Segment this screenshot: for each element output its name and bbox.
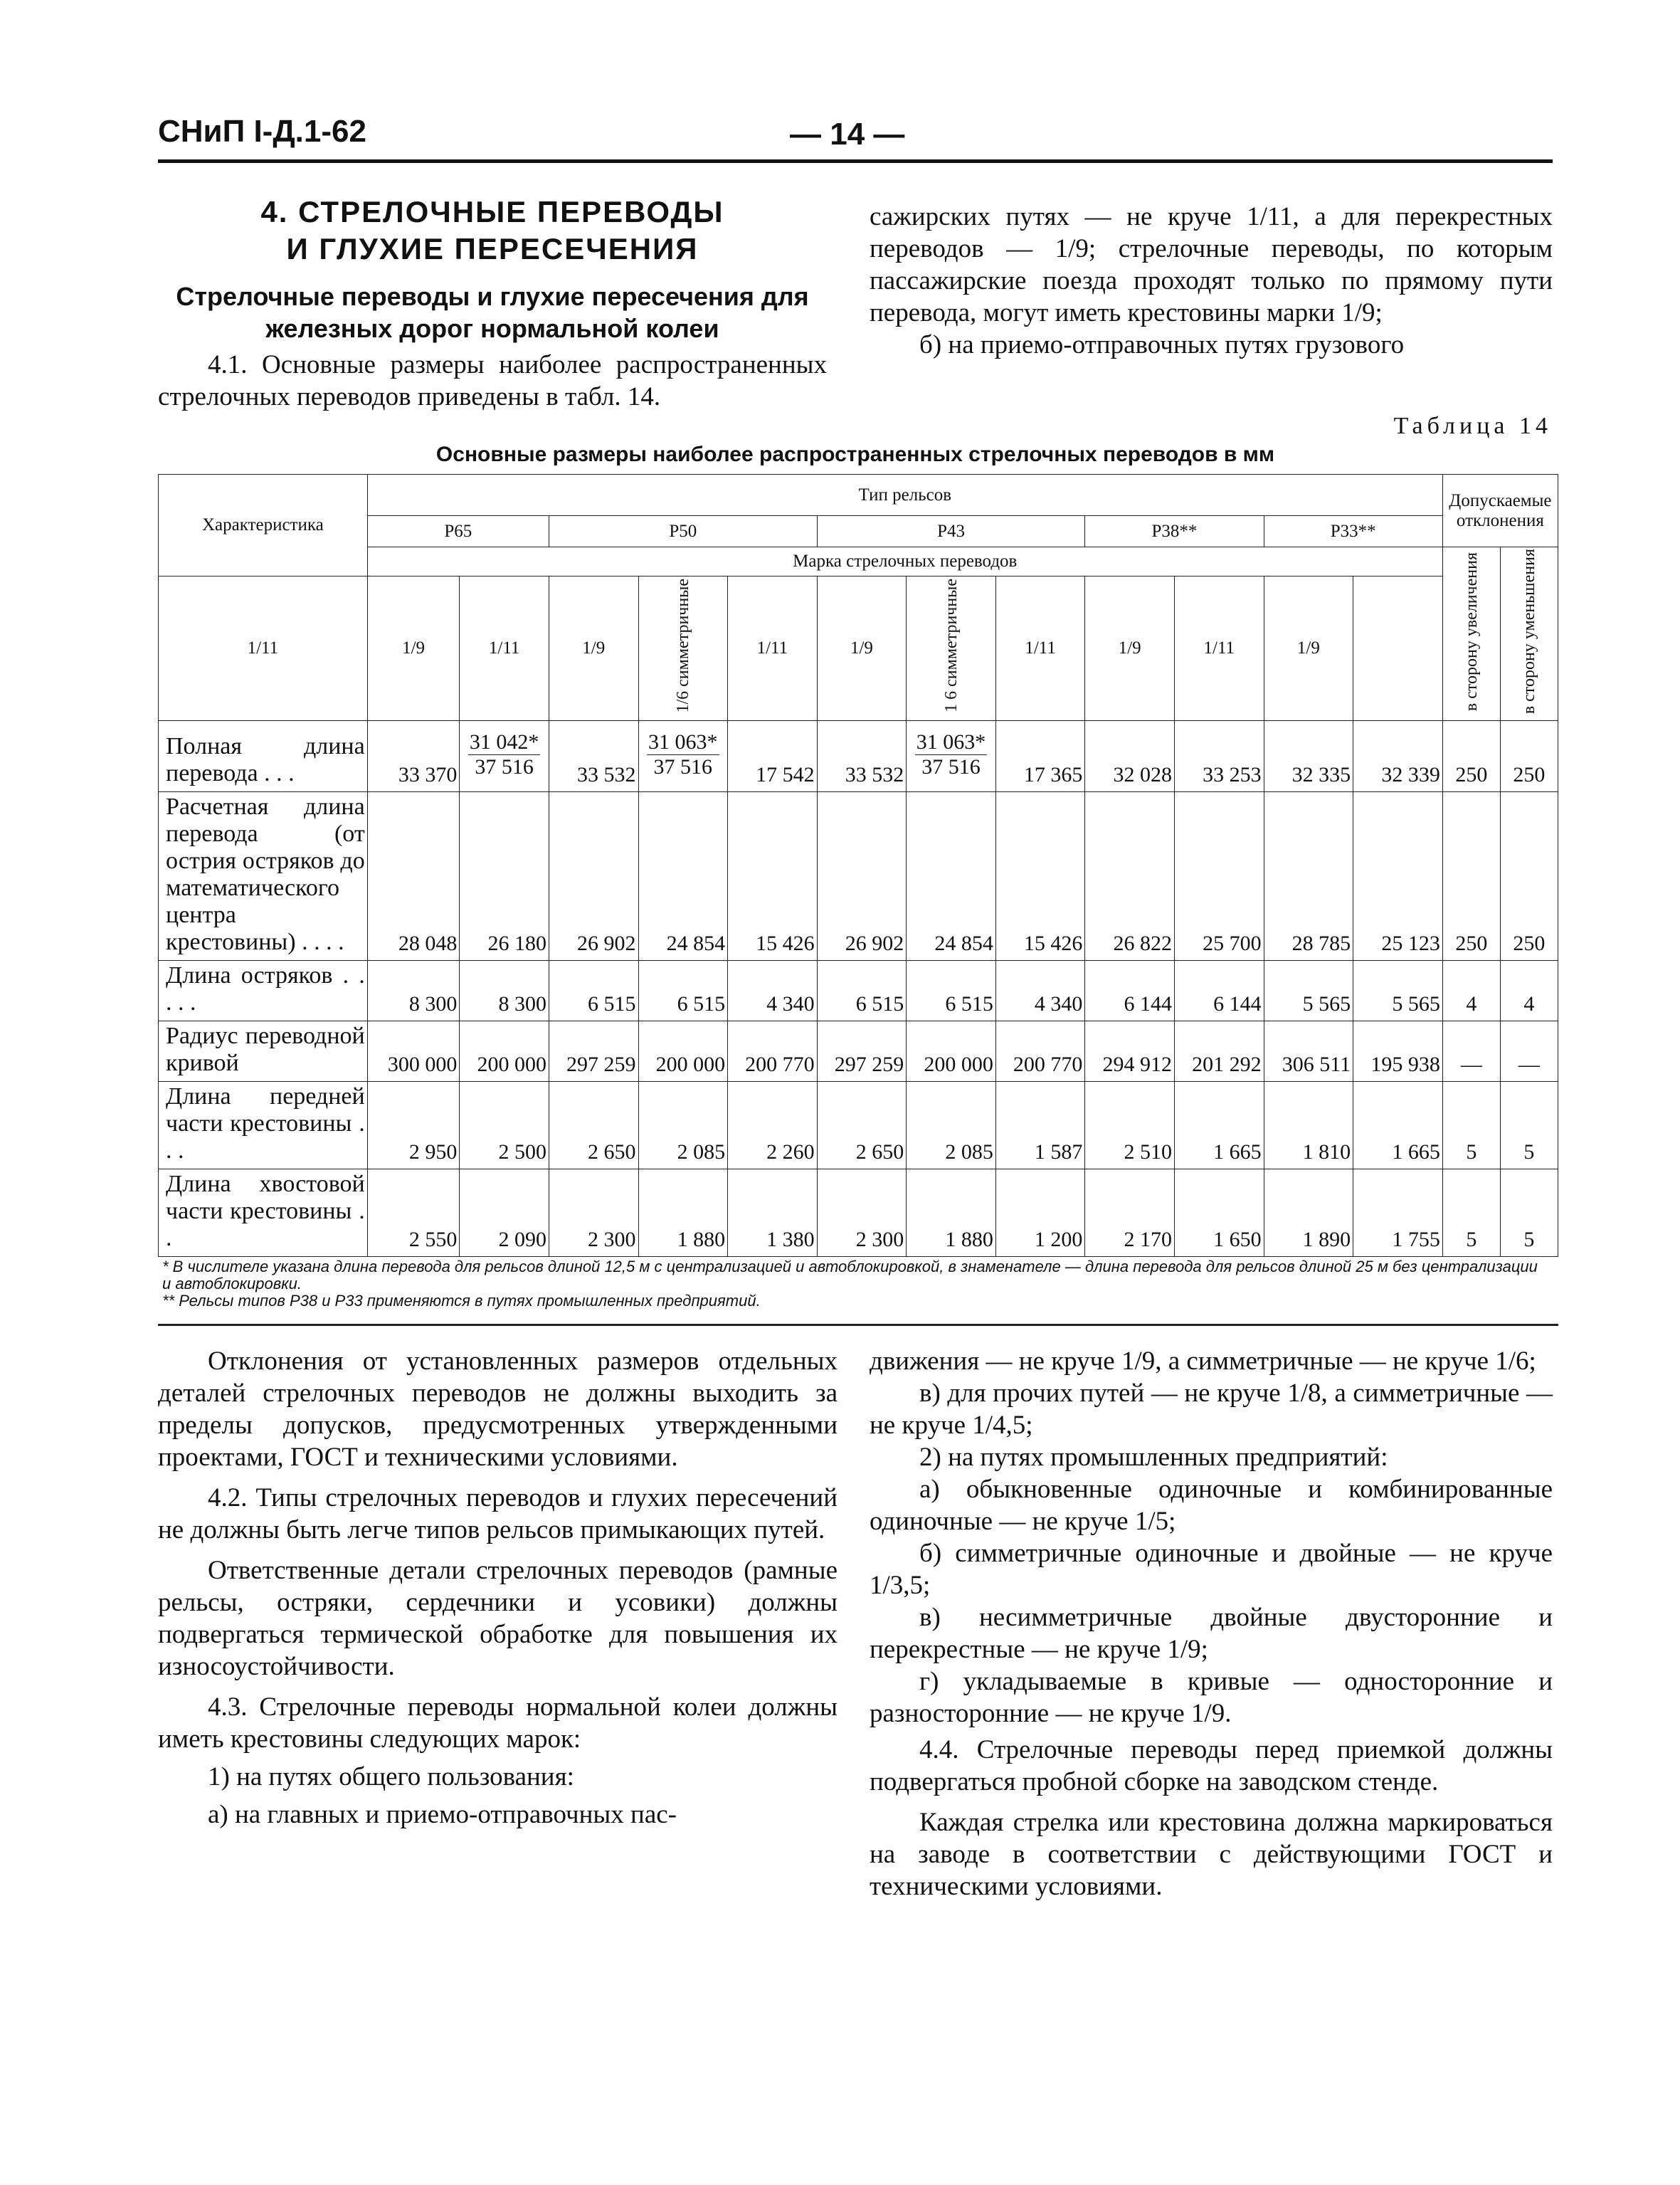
- paragraph: Отклонения от установленных размеров отдельных деталей стрелочных переводов не должны выходить за пределы допусков, предусмотренных утвержденными проектами, ГОСТ и техническими условиями.: [158, 1347, 838, 1472]
- row-label: Полная длина перевода . . .: [159, 721, 368, 792]
- table-cell: 1 650: [1174, 1169, 1264, 1257]
- table-cell: 300 000: [367, 1021, 460, 1082]
- table-cell: 4 340: [728, 961, 818, 1021]
- table-cell: —: [1500, 1021, 1558, 1082]
- table-cell: 5: [1500, 1082, 1558, 1169]
- table-cell: 5: [1442, 1082, 1500, 1169]
- right-top-column: [870, 201, 1553, 361]
- left-bottom-column: [158, 1345, 838, 1831]
- table-cell: 1 880: [907, 1169, 996, 1257]
- table-cell: 4 340: [995, 961, 1085, 1021]
- mark-header-label: 1/6 симметричные: [673, 579, 692, 713]
- fraction-numerator: 31 063*: [648, 730, 718, 754]
- table-cell: 1 880: [638, 1169, 728, 1257]
- table-cell: 2 085: [907, 1082, 996, 1169]
- rail-type-header: Р33**: [1264, 516, 1442, 547]
- table-row: [159, 961, 1558, 1021]
- table-cell: 294 912: [1085, 1021, 1175, 1082]
- right-bottom-column: [870, 1345, 1553, 1902]
- table-cell: 26 902: [549, 792, 638, 961]
- list-item: г) укладываемые в кривые — односторонние и разносторонние — не круче 1/9.: [870, 1667, 1553, 1728]
- mark-header: 1/11: [159, 576, 368, 721]
- mark-header: 1/9: [1264, 576, 1353, 721]
- table-cell: 2 650: [817, 1082, 907, 1169]
- table-cell: 2 085: [638, 1082, 728, 1169]
- paragraph-4-1: 4.1. Основные размеры наиболее распространенных стрелочных переводов приведены в табл. 14.: [158, 350, 827, 411]
- mark-header: 1/9: [549, 576, 638, 721]
- table-row: [159, 721, 1558, 792]
- list-item: б) симметричные одиночные и двойные — не круче 1/3,5;: [870, 1539, 1553, 1600]
- paragraph-4-4: 4.4. Стрелочные переводы перед приемкой должны подвергаться пробной сборке на заводском стенде.: [870, 1735, 1553, 1796]
- table-cell: 2 500: [460, 1082, 549, 1169]
- table-cell: 33 253: [1174, 721, 1264, 792]
- list-item: 2) на путях промышленных предприятий:: [919, 1443, 1388, 1472]
- table-row: [159, 1021, 1558, 1082]
- table-cell: 5: [1442, 1169, 1500, 1257]
- page-number: — 14 —: [790, 117, 905, 152]
- table-cell: 306 511: [1264, 1021, 1353, 1082]
- mark-header: 1/9: [367, 576, 460, 721]
- table-footnotes: [162, 1258, 1550, 1310]
- table-cell: 32 339: [1353, 721, 1443, 792]
- table-cell: 2 260: [728, 1082, 818, 1169]
- fraction-value: [647, 730, 719, 779]
- table-cell: 32 335: [1264, 721, 1353, 792]
- table-cell: 2 510: [1085, 1082, 1175, 1169]
- table-cell: 6 515: [638, 961, 728, 1021]
- rail-type-header: Р65: [367, 516, 549, 547]
- table-cell: 1 665: [1174, 1082, 1264, 1169]
- fraction-denominator: 37 516: [475, 755, 534, 779]
- footnote-2: ** Рельсы типов Р38 и Р33 применяются в путях промышленных предприятий.: [162, 1292, 761, 1310]
- table-cell: [460, 721, 549, 792]
- table-cell: 6 515: [817, 961, 907, 1021]
- row-label: Длина передней части крестовины . . .: [159, 1082, 368, 1169]
- table-cell: 201 292: [1174, 1021, 1264, 1082]
- mark-header: 1/9: [1085, 576, 1175, 721]
- table-cell: 200 000: [638, 1021, 728, 1082]
- table-label: Таблица 14: [1393, 413, 1552, 439]
- table-cell: 5: [1500, 1169, 1558, 1257]
- table-cell: 200 000: [460, 1021, 549, 1082]
- table-cell: 4: [1500, 961, 1558, 1021]
- paragraph: движения — не круче 1/9, а симметричные — не круче 1/6;: [870, 1347, 1536, 1376]
- paragraph-4-2: 4.2. Типы стрелочных переводов и глухих пересечений не должны быть легче типов рельсов примыкающих путей.: [158, 1483, 838, 1544]
- tolerance-increase-header: в сторону увеличения: [1442, 547, 1500, 721]
- table-cell: 26 822: [1085, 792, 1175, 961]
- rail-type-header: Р43: [817, 516, 1085, 547]
- fraction-denominator: 37 516: [653, 755, 713, 779]
- mark-header: 1/11: [995, 576, 1085, 721]
- table-cell: 1 665: [1353, 1082, 1443, 1169]
- table-cell: 33 532: [817, 721, 907, 792]
- table-cell: 195 938: [1353, 1021, 1443, 1082]
- list-item: в) несимметричные двойные двусторонние и перекрестные — не круче 1/9;: [870, 1603, 1553, 1664]
- rail-type-header: Р50: [549, 516, 817, 547]
- right-top-paragraph: сажирских путях — не круче 1/11, а для перекрестных переводов — 1/9; стрелочные переводы, по которым пассажирские поезда проходят только по прямому пути перевода, могут иметь крестовины марки 1/9;: [870, 202, 1553, 327]
- table-cell: 1 810: [1264, 1082, 1353, 1169]
- section-title: [158, 194, 827, 268]
- header-mark: Марка стрелочных переводов: [367, 547, 1442, 576]
- row-label: Расчетная длина перевода (от острия остряков до математического центра крестовины) . . . .: [159, 792, 368, 961]
- table-cell: 250: [1442, 792, 1500, 961]
- table-row: [159, 1082, 1558, 1169]
- mark-header: [907, 576, 996, 721]
- table-row: [159, 792, 1558, 961]
- table-cell: 8 300: [367, 961, 460, 1021]
- document-code: СНиП I-Д.1-62: [158, 114, 366, 149]
- table-cell: [638, 721, 728, 792]
- table-cell: 200 000: [907, 1021, 996, 1082]
- table-cell: 32 028: [1085, 721, 1175, 792]
- right-top-paragraph-b: б) на приемо-отправочных путях грузового: [919, 330, 1405, 359]
- table-cell: 200 770: [728, 1021, 818, 1082]
- table-cell: 2 090: [460, 1169, 549, 1257]
- mark-header: 1/9: [817, 576, 907, 721]
- table-cell: 17 542: [728, 721, 818, 792]
- table-cell: 26 180: [460, 792, 549, 961]
- table-cell: 6 515: [549, 961, 638, 1021]
- table-cell: 24 854: [907, 792, 996, 961]
- table-cell: —: [1442, 1021, 1500, 1082]
- table-cell: 1 380: [728, 1169, 818, 1257]
- header-rule: [158, 159, 1553, 163]
- fraction-value: [915, 730, 988, 779]
- table-cell: 1 587: [995, 1082, 1085, 1169]
- table-cell: 26 902: [817, 792, 907, 961]
- switch-dimensions-table: [158, 474, 1558, 1257]
- list-item: а) на главных и приемо-отправочных пас-: [208, 1800, 677, 1829]
- footnote-1: * В числителе указана длина перевода для рельсов длиной 12,5 м с централизацией и автоблокировкой, в знаменателе — длина перевода для рельсов длиной 25 м без централизации и автоблокировки.: [162, 1258, 1538, 1292]
- mark-header: [638, 576, 728, 721]
- list-item: а) обыкновенные одиночные и комбинированные одиночные — не круче 1/5;: [870, 1475, 1553, 1536]
- table-cell: 2 950: [367, 1082, 460, 1169]
- table-cell: 25 123: [1353, 792, 1443, 961]
- table-cell: 6 144: [1174, 961, 1264, 1021]
- table-cell: [907, 721, 996, 792]
- mark-header: 1/11: [1174, 576, 1264, 721]
- tolerance-decrease-header: в сторону уменьшения: [1500, 547, 1558, 721]
- table-cell: 6 144: [1085, 961, 1175, 1021]
- footnote-rule: [158, 1324, 1558, 1326]
- section-subtitle: Стрелочные переводы и глухие пересечения для железных дорог нормальной колеи: [176, 282, 809, 343]
- table-cell: 2 170: [1085, 1169, 1175, 1257]
- table-cell: 8 300: [460, 961, 549, 1021]
- table-cell: 5 565: [1353, 961, 1443, 1021]
- mark-header-label: 1 6 симметричные: [941, 579, 961, 713]
- paragraph-4-3: 4.3. Стрелочные переводы нормальной колеи должны иметь крестовины следующих марок:: [158, 1692, 838, 1754]
- list-item: в) для прочих путей — не круче 1/8, а симметричные — не круче 1/4,5;: [870, 1379, 1553, 1440]
- table-cell: 297 259: [817, 1021, 907, 1082]
- header-rail-type: Тип рельсов: [367, 475, 1442, 516]
- table-cell: 2 300: [549, 1169, 638, 1257]
- table-cell: 4: [1442, 961, 1500, 1021]
- table-cell: 1 200: [995, 1169, 1085, 1257]
- fraction-value: [468, 730, 541, 779]
- table-cell: 2 650: [549, 1082, 638, 1169]
- table-cell: 33 532: [549, 721, 638, 792]
- table-cell: 28 048: [367, 792, 460, 961]
- mark-header: 1/11: [460, 576, 549, 721]
- fraction-denominator: 37 516: [921, 755, 981, 779]
- header-tolerance: Допускаемые отклонения: [1442, 475, 1558, 547]
- row-label: Длина остряков . . . . .: [159, 961, 368, 1021]
- table-cell: 15 426: [995, 792, 1085, 961]
- table-cell: 2 550: [367, 1169, 460, 1257]
- table-cell: 5 565: [1264, 961, 1353, 1021]
- table-cell: 250: [1442, 721, 1500, 792]
- header-characteristic: Характеристика: [159, 475, 368, 576]
- table-cell: 15 426: [728, 792, 818, 961]
- table-cell: 28 785: [1264, 792, 1353, 961]
- mark-header: 1/11: [728, 576, 818, 721]
- table-cell: 33 370: [367, 721, 460, 792]
- row-label: Длина хвостовой части крестовины . .: [159, 1169, 368, 1257]
- table-row: [159, 1169, 1558, 1257]
- section-title-line2: И ГЛУХИЕ ПЕРЕСЕЧЕНИЯ: [286, 232, 699, 265]
- list-item: 1) на путях общего пользования:: [208, 1762, 574, 1791]
- table-cell: 250: [1500, 721, 1558, 792]
- paragraph: Каждая стрелка или крестовина должна маркироваться на заводе в соответствии с действующими ГОСТ и техническими условиями.: [870, 1808, 1553, 1901]
- table-cell: 17 365: [995, 721, 1085, 792]
- table-cell: 250: [1500, 792, 1558, 961]
- table-cell: 297 259: [549, 1021, 638, 1082]
- paragraph: Ответственные детали стрелочных переводов (рамные рельсы, остряки, сердечники и усовики) должны подвергаться термической обработке для повышения их износоустойчивости.: [158, 1556, 838, 1681]
- section-title-line1: 4. СТРЕЛОЧНЫЕ ПЕРЕВОДЫ: [260, 195, 724, 228]
- table-caption: Основные размеры наиболее распространенных стрелочных переводов в мм: [435, 443, 1275, 466]
- table-cell: 1 890: [1264, 1169, 1353, 1257]
- fraction-numerator: 31 042*: [469, 730, 539, 754]
- left-top-column: [158, 194, 827, 413]
- row-label: Радиус переводной кривой: [159, 1021, 368, 1082]
- table-cell: 6 515: [907, 961, 996, 1021]
- rail-type-header: Р38**: [1085, 516, 1264, 547]
- table-cell: 1 755: [1353, 1169, 1443, 1257]
- table-cell: 25 700: [1174, 792, 1264, 961]
- table-cell: 24 854: [638, 792, 728, 961]
- table-cell: 2 300: [817, 1169, 907, 1257]
- fraction-numerator: 31 063*: [916, 730, 986, 754]
- table-cell: 200 770: [995, 1021, 1085, 1082]
